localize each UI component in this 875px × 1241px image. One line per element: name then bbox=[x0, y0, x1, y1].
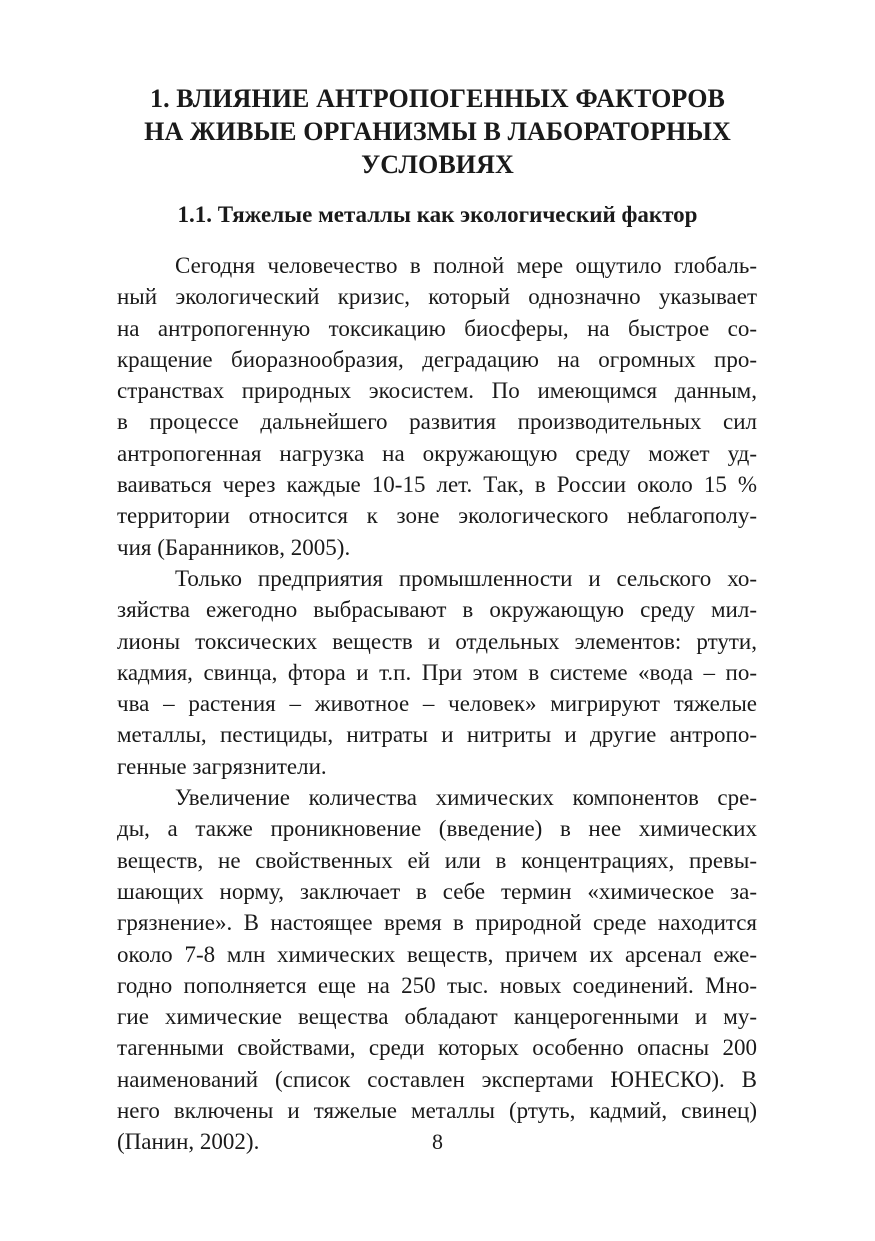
text-line: чия (Баранников, 2005). bbox=[117, 534, 351, 560]
text-line: тагенными свойствами, среди которых особенно опасны 200 bbox=[117, 1035, 757, 1061]
page-number: 8 bbox=[432, 1129, 443, 1154]
text-line: него включены и тяжелые металлы (ртуть, кадмий, свинец) bbox=[117, 1098, 757, 1124]
text-line: Только предприятия промышленности и сельского хо- bbox=[175, 565, 757, 591]
text-line: (Панин, 2002). bbox=[117, 1129, 260, 1155]
text-line: территории относится к зоне экологического неблагополу- bbox=[117, 503, 757, 529]
section-title: 1.1. Тяжелые металлы как экологический фактор bbox=[177, 202, 698, 227]
text-line: антропогенная нагрузка на окружающую среду может уд- bbox=[117, 440, 757, 466]
text-line: годно пополняется еще на 250 тыс. новых соединений. Мно- bbox=[117, 972, 757, 998]
text-line: лионы токсических веществ и отдельных элементов: ртути, bbox=[117, 628, 757, 654]
chapter-title bbox=[100, 82, 775, 181]
chapter-title-line: 1. ВЛИЯНИЕ АНТРОПОГЕННЫХ ФАКТОРОВ bbox=[149, 84, 726, 113]
text-line: ды, а также проникновение (введение) в нее химических bbox=[117, 816, 757, 842]
paragraph-2 bbox=[117, 563, 757, 782]
text-line: ный экологический кризис, который однозначно указывает bbox=[117, 284, 757, 310]
text-line: около 7-8 млн химических веществ, причем их арсенал еже- bbox=[117, 941, 757, 967]
text-line: наименований (список составлен экспертами ЮНЕСКО). В bbox=[117, 1066, 757, 1092]
text-line: грязнение». В настоящее время в природной среде находится bbox=[117, 910, 757, 936]
body-text bbox=[117, 250, 757, 1158]
text-line: странствах природных экосистем. По имеющимся данным, bbox=[117, 378, 757, 404]
text-line: зяйства ежегодно выбрасывают в окружающую среду мил- bbox=[117, 597, 757, 623]
text-line: шающих норму, заключает в себе термин «химическое за- bbox=[117, 878, 757, 904]
text-line: веществ, не свойственных ей или в концентрациях, превы- bbox=[117, 847, 757, 873]
chapter-title-line: НА ЖИВЫЕ ОРГАНИЗМЫ В ЛАБОРАТОРНЫХ bbox=[144, 117, 731, 146]
chapter-title-line: УСЛОВИЯХ bbox=[361, 150, 514, 179]
text-line: Сегодня человечество в полной мере ощутило глобаль- bbox=[175, 253, 757, 278]
paragraph-3 bbox=[117, 782, 757, 1158]
text-line: Увеличение количества химических компонентов сре- bbox=[175, 785, 757, 811]
text-line: в процессе дальнейшего развития производительных сил bbox=[117, 409, 757, 435]
text-line: кращение биоразнообразия, деградацию на огромных про- bbox=[117, 346, 757, 372]
text-line: генные загрязнители. bbox=[117, 753, 327, 779]
paragraph-1 bbox=[117, 250, 757, 563]
text-line: гие химические вещества обладают канцерогенными и му- bbox=[117, 1004, 757, 1030]
text-line: кадмия, свинца, фтора и т.п. При этом в системе «вода – по- bbox=[117, 659, 757, 685]
text-line: чва – растения – животное – человек» мигрируют тяжелые bbox=[117, 691, 757, 717]
text-line: металлы, пестициды, нитраты и нитриты и другие антропо- bbox=[117, 722, 757, 748]
text-line: ваиваться через каждые 10-15 лет. Так, в России около 15 % bbox=[117, 472, 757, 498]
text-line: на антропогенную токсикацию биосферы, на быстрое со- bbox=[117, 315, 757, 341]
